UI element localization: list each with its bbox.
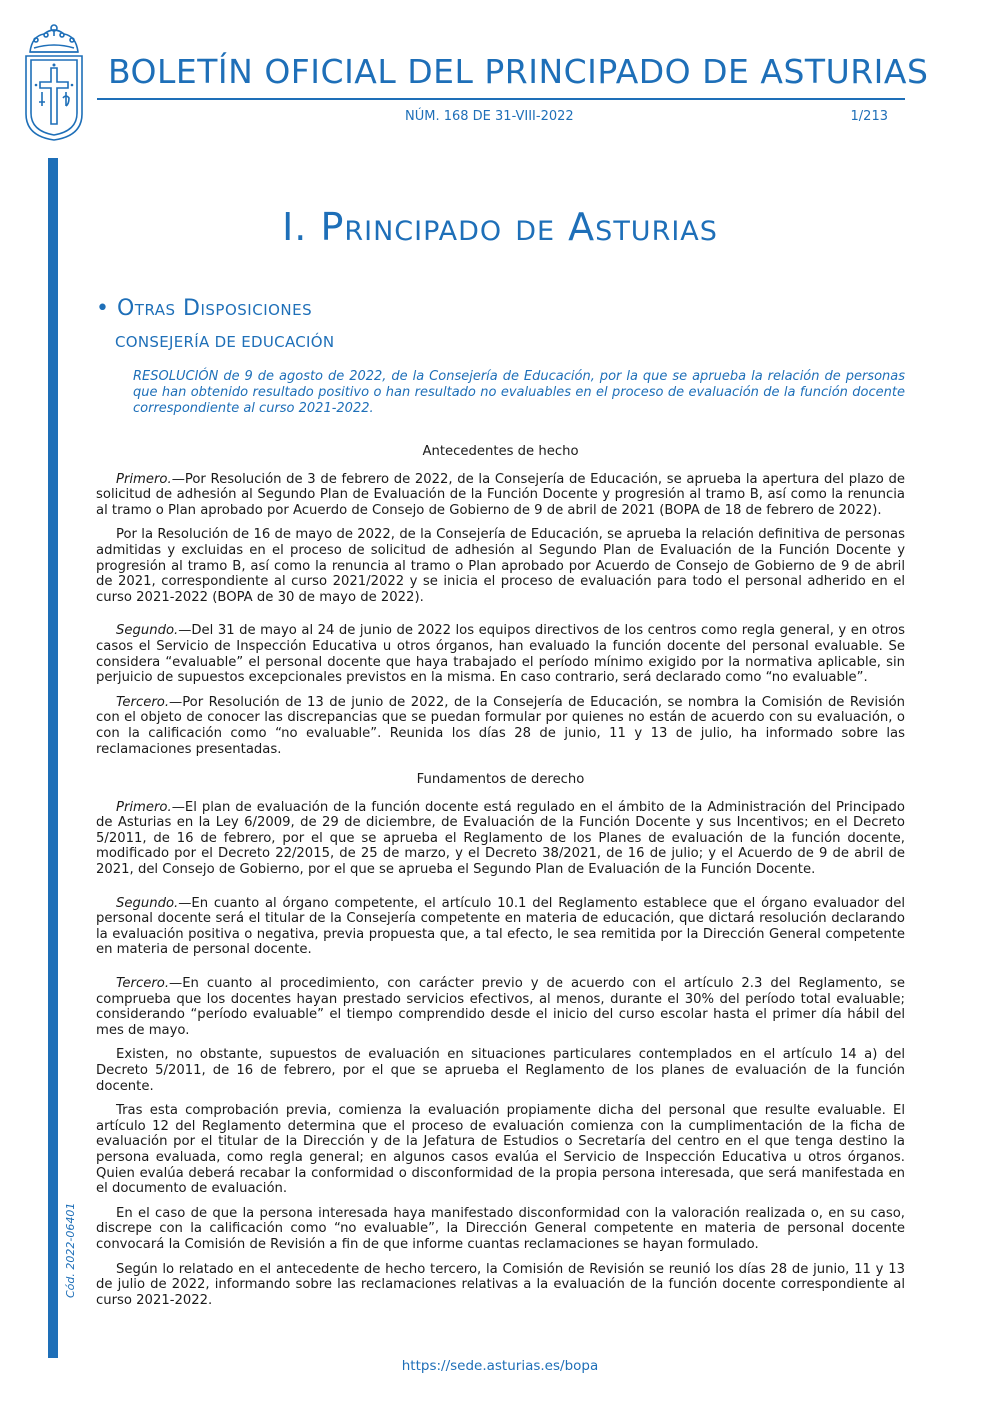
paragraph: Tras esta comprobación previa, comienza la evaluación propiamente dicha del personal que resulte evaluable. El artículo 12 del Reglamento determina que el proceso de evaluación comienza con la cumplimentación de la ficha de evaluación por el titular de la Dirección y de la Jefatura de Estudios o Secretaría del centro en el que tenga destino la persona evaluada, como regla general; en algunos casos evalúa el Servicio de Inspección Educativa u otros órganos. Quien evalúa deberá recabar la conformidad o disconformidad de la propia persona interesada, que será manifestada en el documento de evaluación. [96,1103,905,1197]
paragraph-lead: Primero. [116,799,172,815]
paragraph: En el caso de que la persona interesada haya manifestado disconformidad con la valoración realizada o, en su caso, discrepe con la calificación como “no evaluable”, la Dirección General competente en materia de personal docente convocará la Comisión de Revisión a fin de que informe cuantas reclamaciones se hayan formulado. [96,1205,905,1252]
footer-link[interactable]: https://sede.asturias.es/bopa [401,1358,599,1374]
side-bar [48,158,58,1358]
subsection-title: • Otras Disposiciones [96,296,313,321]
resolution-summary: RESOLUCIÓN de 9 de agosto de 2022, de la Consejería de Educación, por la que se aprueba la relación de personas que han obtenido resultado positivo o han resultado no evaluables en el proceso de evaluación de la función docente correspondiente al curso 2021-2022. [133,369,905,416]
paragraph-lead: Tercero. [116,976,170,992]
paragraph-text: —En cuanto al procedimiento, con carácter previo y de acuerdo con el artículo 2.3 del Reglamento, se comprueba que los docentes hayan prestado servicios efectivos, al menos, durante el 30% del período total evaluable; considerando “período evaluable” el tiempo comprendido desde el inicio del curso escolar hasta el primer día hábil del mes de mayo. [96,976,905,1038]
paragraph: Por la Resolución de 16 de mayo de 2022, de la Consejería de Educación, se aprueba la relación definitiva de personas admitidas y excluidas en el proceso de solicitud de adhesión al Segundo Plan de Evaluación de la Función Docente y progresión al tramo B, así como la renuncia al tramo o Plan aprobado por Acuerdo de Consejo de Gobierno de 9 de abril de 2021, correspondiente al curso 2021/2022 y se inicia el proceso de evaluación para todo el personal adherido en el curso 2021-2022 (BOPA de 30 de mayo de 2022). [96,527,905,605]
document-body [96,444,905,1317]
paragraph-text: —Por Resolución de 13 de junio de 2022, de la Consejería de Educación, se nombra la Comisión de Revisión con el objeto de conocer las discrepancias que se puedan formular por quienes no están de acuerdo con su evaluación, o con la calificación como “no evaluable”. Reunida los días 28 de junio, 11 y 13 de julio, ha informado sobre las reclamaciones presentadas. [96,694,905,757]
page-number: 1/213 [850,109,888,124]
paragraph [96,472,905,519]
paragraph [96,976,905,1038]
paragraph-lead: Primero. [116,471,172,487]
paragraph [96,800,905,878]
paragraph [96,695,905,757]
paragraph-lead: Segundo. [116,895,179,911]
heading-fundamentos: Fundamentos de derecho [416,772,585,788]
document-code: Cód. 2022-06401 [64,1202,77,1298]
paragraph-text: —Por Resolución de 3 de febrero de 2022, de la Consejería de Educación, se aprueba la apertura del plazo de solicitud de adhesión al Segundo Plan de Evaluación de la Función Docente y progresión al tramo B, así como la renuncia al tramo o Plan aprobado por Acuerdo de Consejo de Gobierno de 9 de abril de 2021 (BOPA de 18 de febrero de 2022). [96,471,905,518]
paragraph [96,896,905,958]
header-rule [97,98,905,100]
heading-antecedentes: Antecedentes de hecho [422,444,579,459]
paragraph-lead: Tercero. [116,694,170,710]
paragraph-text: —En cuanto al órgano competente, el artículo 10.1 del Reglamento establece que el órgano evaluador del personal docente será el titular de la Consejería competente en materia de educación, que dictará resolución declarando la evaluación positiva o negativa, previa propuesta que, a tal efecto, le sea remitida por la Dirección General competente en materia de personal docente. [96,895,905,958]
coat-of-arms-icon [22,22,86,144]
issue-number: NÚM. 168 DE 31-VIII-2022 [405,109,574,124]
paragraph: Según lo relatado en el antecedente de hecho tercero, la Comisión de Revisión se reunió los días 28 de junio, 11 y 13 de julio de 2022, informando sobre las reclamaciones relativas a la evaluación de la función docente correspondiente al curso 2021-2022. [96,1261,905,1308]
paragraph [96,623,905,685]
paragraph-text: —Del 31 de mayo al 24 de junio de 2022 los equipos directivos de los centros como regla general, y en otros casos el Servicio de Inspección Educativa u otros órganos, han evaluado la función docente del personal evaluable. Se considera “evaluable” el personal docente que haya trabajado el período mínimo exigido por la normativa aplicable, sin perjuicio de supuestos excepcionales previstos en la misma. En caso contrario, será declarado como “no evaluable”. [96,623,905,686]
journal-title: BOLETÍN OFICIAL DEL PRINCIPADO DE ASTURIAS [108,52,929,91]
paragraph: Existen, no obstante, supuestos de evaluación en situaciones particulares contemplados en el artículo 14 a) del Decreto 5/2011, de 16 de febrero, por el que se aprueba el Reglamento de los planes de evaluación de la función docente. [96,1047,905,1094]
department-name: CONSEJERÍA DE EDUCACIÓN [115,333,335,351]
section-title: I. Principado de Asturias [282,205,718,249]
paragraph-text: —El plan de evaluación de la función docente está regulado en el ámbito de la Administración del Principado de Asturias en la Ley 6/2009, de 29 de diciembre, de Evaluación de la Función Docente y sus Incentivos; en el Decreto 5/2011, de 16 de febrero, por el que se aprueba el Reglamento de los Planes de evaluación de la función docente, modificado por el Decreto 22/2015, de 25 de marzo, y el Decreto 38/2021, de 16 de julio; y el Acuerdo de 9 de abril de 2021, del Consejo de Gobierno, por el que se aprueba el Segundo Plan de Evaluación de la Función Docente. [96,799,905,878]
paragraph-lead: Segundo. [116,623,179,639]
